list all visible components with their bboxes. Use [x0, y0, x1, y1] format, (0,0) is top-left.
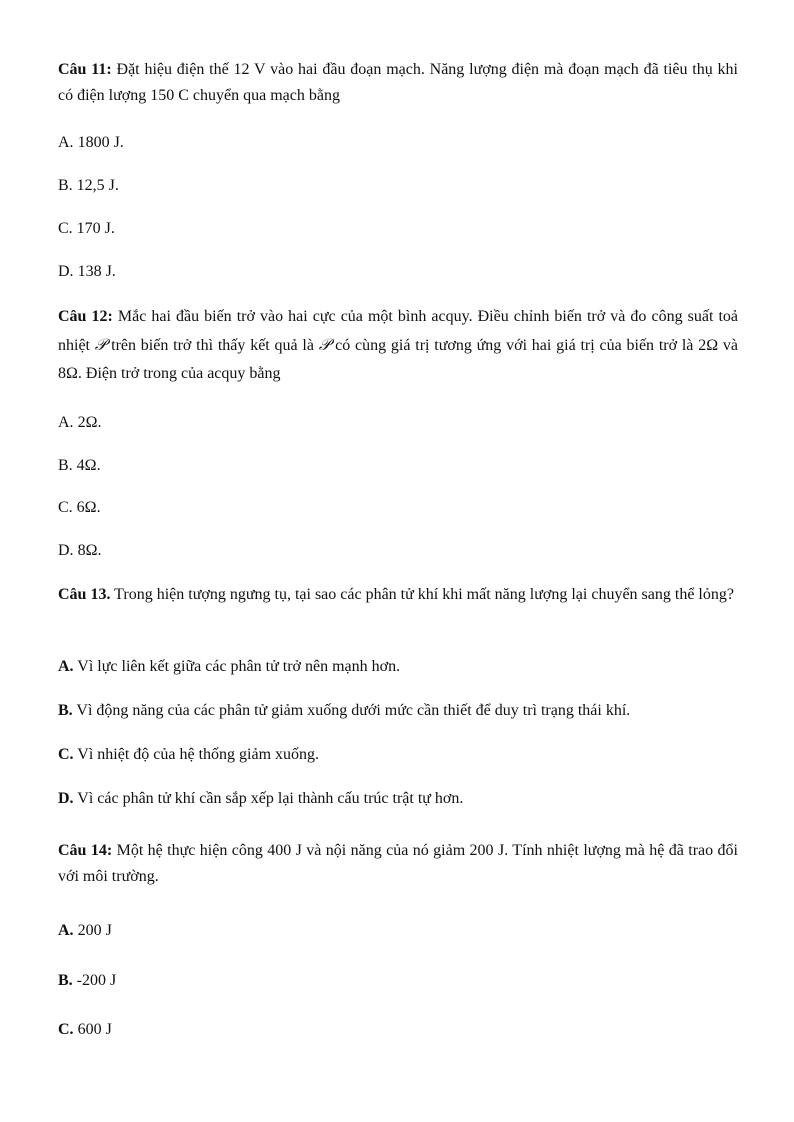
option-letter: A. — [58, 414, 74, 431]
option-11-b[interactable] — [58, 175, 119, 197]
option-text: 8Ω. — [73, 542, 102, 559]
option-text: Vì các phân tử khí cần sắp xếp lại thành cấu trúc trật tự hơn. — [73, 790, 464, 807]
option-12-d[interactable] — [58, 540, 101, 562]
power-symbol: 𝒫 — [94, 335, 107, 354]
option-letter: B. — [58, 702, 73, 719]
option-letter: C. — [58, 746, 74, 763]
option-12-a[interactable] — [58, 412, 101, 434]
option-text: 600 J — [73, 1021, 112, 1038]
option-letter: D. — [58, 263, 74, 280]
option-letter: A. — [58, 134, 74, 151]
question-text: có cùng giá trị tương ứng với hai giá trị của biến trở là 2Ω và 8Ω. Điện trở trong của acquy bằng — [58, 337, 738, 382]
option-14-c[interactable] — [58, 1019, 112, 1041]
option-text: Vì nhiệt độ của hệ thống giảm xuống. — [73, 746, 320, 763]
option-letter: D. — [58, 790, 74, 807]
option-letter: C. — [58, 499, 73, 516]
option-text: 6Ω. — [72, 499, 101, 516]
option-text: -200 J — [72, 972, 117, 989]
option-letter: B. — [58, 177, 73, 194]
option-letter: B. — [58, 972, 73, 989]
option-12-c[interactable] — [58, 497, 101, 519]
question-label: Câu 13. — [58, 586, 111, 603]
option-13-c[interactable] — [58, 744, 319, 766]
option-text: Vì động năng của các phân tử giảm xuống dưới mức cần thiết để duy trì trạng thái khí. — [72, 702, 631, 719]
option-12-b[interactable] — [58, 455, 101, 477]
option-11-a[interactable] — [58, 132, 124, 154]
question-12 — [58, 303, 738, 388]
question-label: Câu 11: — [58, 61, 112, 78]
question-text: Một hệ thực hiện công 400 J và nội năng của nó giảm 200 J. Tính nhiệt lượng mà hệ đã trao đổi với môi trường. — [58, 842, 738, 885]
question-14 — [58, 838, 738, 890]
option-text: 2Ω. — [73, 414, 102, 431]
question-text: Mắc hai đầu biến trở vào hai cực của một bình acquy. Điều chỉnh biến trở và đo công suất toả nhiệt — [58, 308, 739, 354]
question-text: trên biến trở thì thấy kết quả là — [106, 337, 319, 354]
question-label: Câu 12: — [58, 308, 113, 325]
option-13-a[interactable] — [58, 656, 400, 678]
option-letter: B. — [58, 457, 73, 474]
option-text: 138 J. — [73, 263, 116, 280]
option-14-b[interactable] — [58, 970, 116, 992]
option-text: 12,5 J. — [72, 177, 119, 194]
option-letter: C. — [58, 1021, 74, 1038]
option-letter: C. — [58, 220, 73, 237]
option-text: 170 J. — [72, 220, 115, 237]
option-13-d[interactable] — [58, 788, 463, 810]
option-11-d[interactable] — [58, 261, 116, 283]
question-text: Trong hiện tượng ngưng tụ, tại sao các phân tử khí khi mất năng lượng lại chuyển sang thể lỏng? — [110, 586, 734, 603]
option-text: 200 J — [73, 922, 112, 939]
option-letter: A. — [58, 658, 74, 675]
option-11-c[interactable] — [58, 218, 115, 240]
option-text: 4Ω. — [72, 457, 101, 474]
option-text: 1800 J. — [73, 134, 124, 151]
option-letter: D. — [58, 542, 74, 559]
option-letter: A. — [58, 922, 74, 939]
option-13-b[interactable] — [58, 700, 630, 722]
question-label: Câu 14: — [58, 842, 113, 859]
option-text: Vì lực liên kết giữa các phân tử trở nên mạnh hơn. — [73, 658, 401, 675]
power-symbol: 𝒫 — [318, 335, 331, 354]
option-14-a[interactable] — [58, 920, 112, 942]
question-text: Đặt hiệu điện thế 12 V vào hai đầu đoạn mạch. Năng lượng điện mà đoạn mạch đã tiêu thụ khi có điện lượng 150 C chuyển qua mạch bằng — [58, 61, 739, 104]
question-11 — [58, 57, 738, 109]
question-13 — [58, 582, 738, 608]
